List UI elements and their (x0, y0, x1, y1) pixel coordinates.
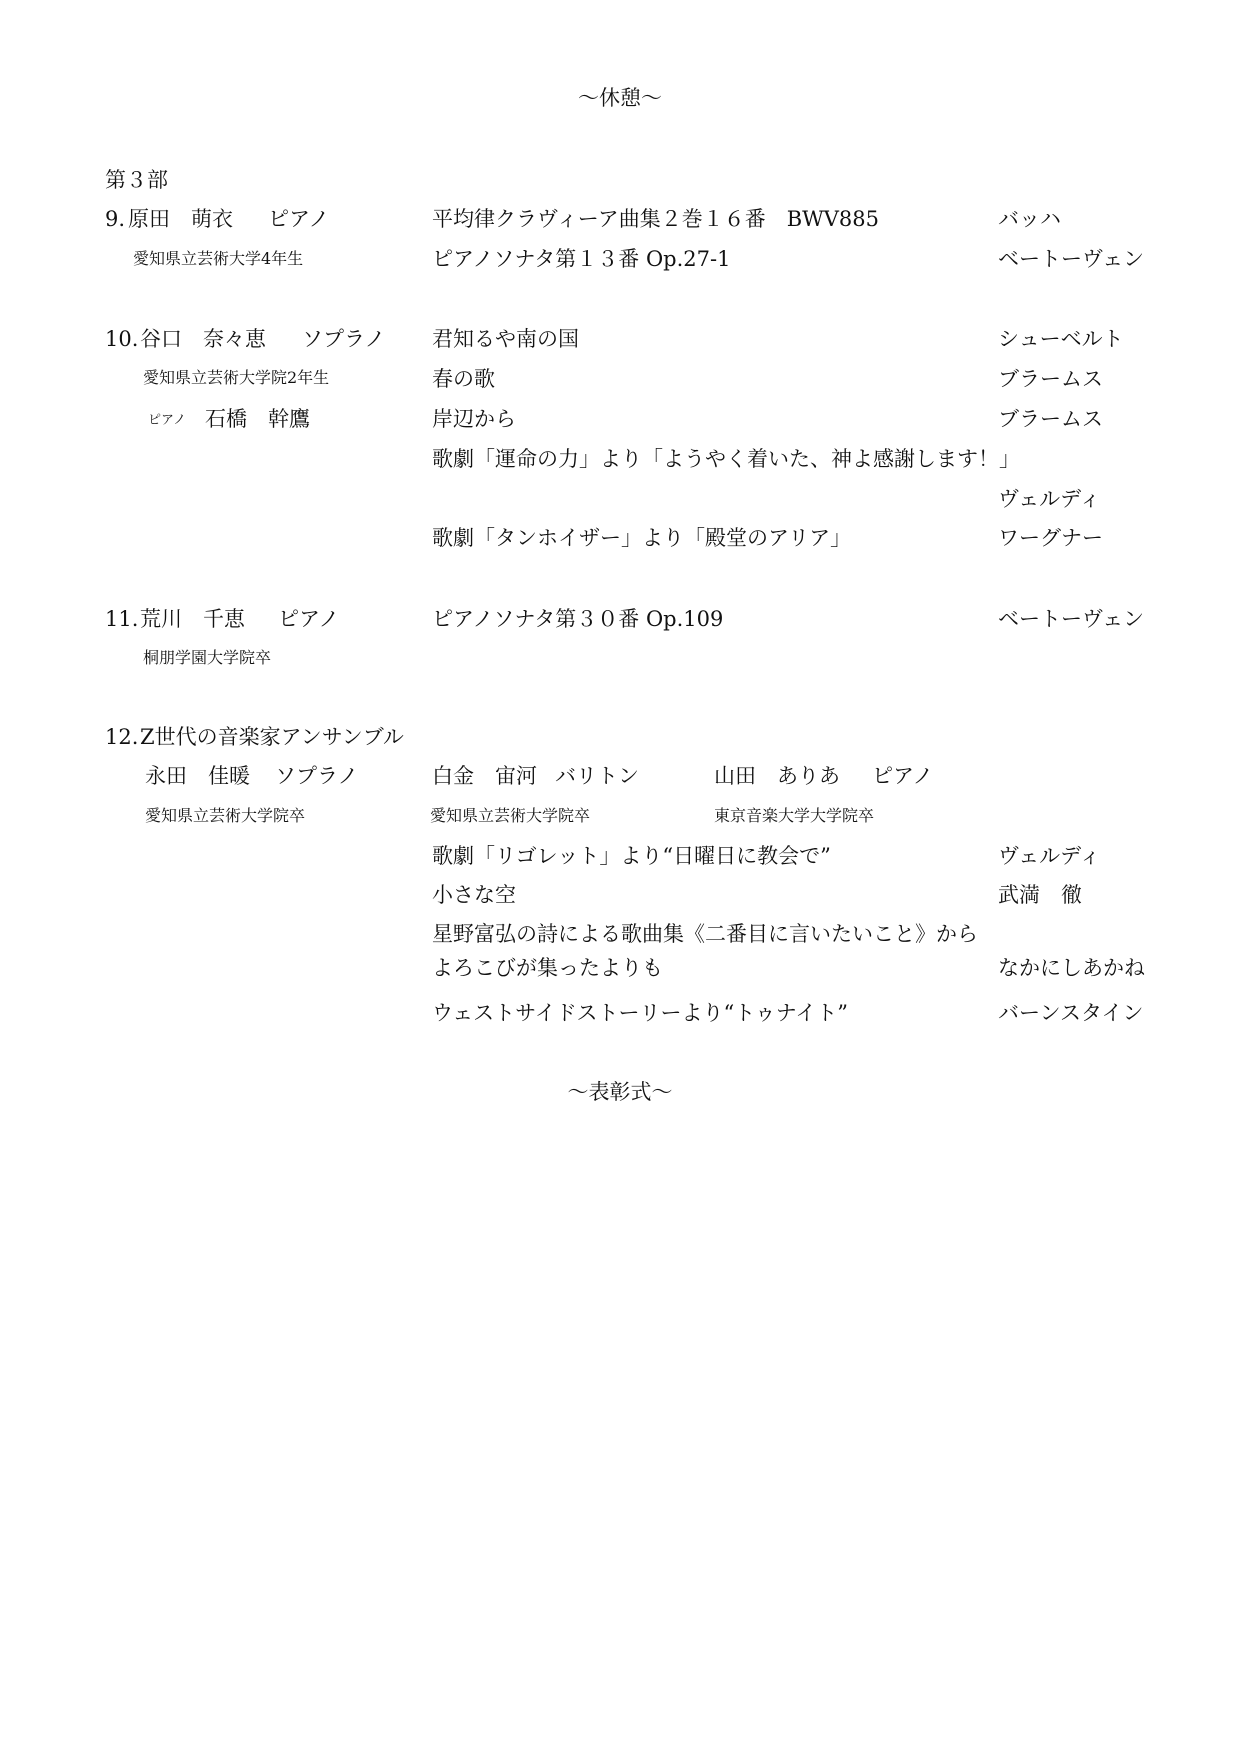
piece-title: 歌劇「運命の力」より「ようやく着いた、神よ感謝します！」 (432, 447, 1020, 471)
performer-affiliation: 桐朋学園大学院卒 (143, 648, 272, 667)
piece-composer: バッハ (998, 207, 1061, 231)
performer-affiliation: 愛知県立芸術大学4年生 (133, 249, 304, 268)
performer-name: 谷口 奈々恵 (140, 327, 266, 351)
accompanist-role: ピアノ (148, 413, 186, 428)
member-name: 山田 ありあ (714, 764, 840, 788)
piece-composer: ヴェルディ (998, 487, 1101, 511)
part-heading: 第３部 (105, 168, 168, 192)
member-name: 永田 佳暖 (145, 764, 250, 788)
piece-title: 君知るや南の国 (432, 327, 579, 351)
piece-title: ウェストサイドストーリーより“トゥナイト” (432, 1001, 848, 1025)
performer-name: 荒川 千恵 (140, 607, 245, 631)
piece-composer: バーンスタイン (998, 1001, 1144, 1025)
piece-title: 星野富弘の詩による歌曲集《二番目に言いたいこと》から (432, 922, 978, 946)
member-affiliation: 愛知県立芸術大学院卒 (430, 806, 591, 825)
performer-name: 原田 萌衣 (128, 207, 233, 231)
ensemble-name: Z世代の音楽家アンサンブル (140, 725, 404, 749)
piece-subtitle: よろこびが集ったよりも (432, 956, 663, 980)
member-role: ソプラノ (275, 764, 359, 788)
piece-composer: シューベルト (998, 327, 1124, 351)
piece-title: ピアノソナタ第１３番 Op.27-1 (432, 247, 731, 271)
member-role: バリトン (555, 764, 639, 788)
ceremony-heading: 〜表彰式〜 (567, 1080, 673, 1104)
intermission-heading: 〜休憩〜 (578, 86, 662, 110)
piece-title: 小さな空 (432, 883, 516, 907)
piece-title: 歌劇「タンホイザー」より「殿堂のアリア」 (432, 526, 852, 550)
member-affiliation: 東京音楽大学大学院卒 (714, 806, 875, 825)
piece-composer: ワーグナー (998, 526, 1103, 550)
performer-role: ピアノ (268, 207, 330, 231)
piece-composer: ベートーヴェン (998, 607, 1145, 631)
performer-role: ピアノ (278, 607, 340, 631)
performer-affiliation: 愛知県立芸術大学院2年生 (143, 368, 330, 387)
piece-title: 春の歌 (432, 367, 495, 391)
piece-title: 歌劇「リゴレット」より“日曜日に教会で” (432, 844, 831, 868)
piece-title: 平均律クラヴィーア曲集２巻１６番 BWV885 (432, 207, 879, 231)
piece-composer: ヴェルディ (998, 844, 1101, 868)
entry-number: 12. (105, 725, 139, 749)
piece-composer: なかにしあかね (998, 956, 1145, 980)
piece-title: ピアノソナタ第３０番 Op.109 (432, 607, 724, 631)
piece-composer: ブラームス (998, 407, 1103, 431)
piece-title: 岸辺から (432, 407, 516, 431)
member-affiliation: 愛知県立芸術大学院卒 (145, 806, 306, 825)
member-role: ピアノ (872, 764, 934, 788)
entry-number: 9. (105, 207, 126, 231)
piece-composer: 武満 徹 (998, 883, 1082, 907)
member-name: 白金 宙河 (432, 764, 537, 788)
performer-role: ソプラノ (302, 327, 386, 351)
entry-number: 11. (105, 607, 139, 631)
accompanist-name: 石橋 幹鷹 (205, 407, 310, 431)
entry-number: 10. (105, 327, 139, 351)
piece-composer: ブラームス (998, 367, 1103, 391)
piece-composer: ベートーヴェン (998, 247, 1145, 271)
